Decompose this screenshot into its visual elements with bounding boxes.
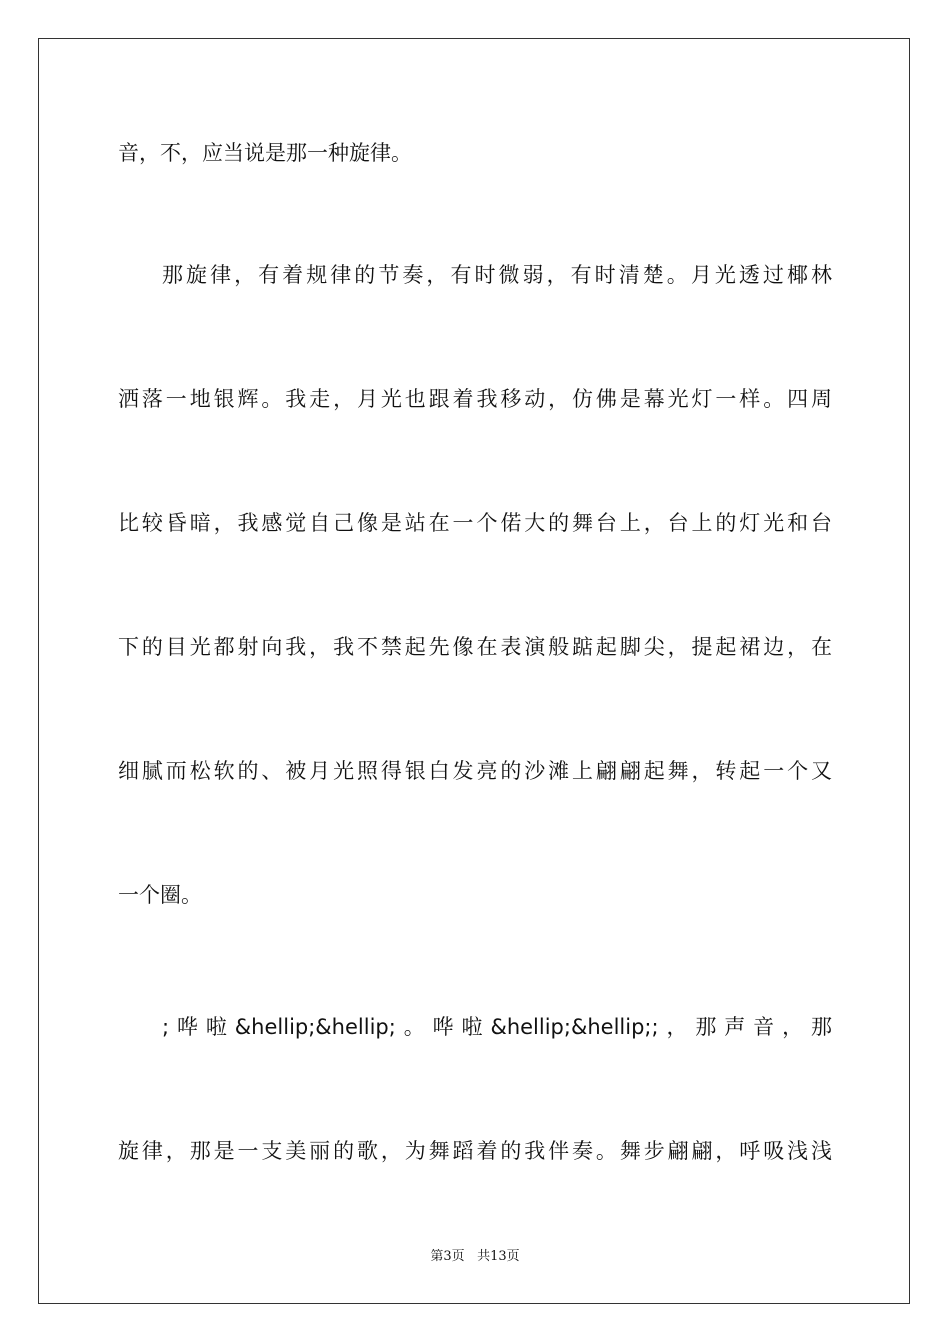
text-line-5: 下的目光都射向我，我不禁起先像在表演般踮起脚尖，提起裙边，在 [118, 635, 832, 659]
page-border [38, 38, 910, 1304]
text-line-3: 洒落一地银辉。我走，月光也跟着我移动，仿佛是幕光灯一样。四周 [118, 387, 832, 411]
page-number: 第3页 [430, 1249, 465, 1264]
text-line-7: 一个圈。 [118, 883, 202, 907]
text-line-1: 音，不，应当说是那一种旋律。 [118, 141, 412, 165]
text-line-2: 那旋律，有着规律的节奏，有时微弱，有时清楚。月光透过椰林 [162, 263, 832, 287]
page-total: 共13页 [477, 1249, 520, 1264]
page-footer [0, 1248, 950, 1266]
text-line-8: ;哗啦&hellip;&hellip;。哗啦&hellip;&hellip;;，那声音，那 [162, 1015, 832, 1039]
text-line-9: 旋律，那是一支美丽的歌，为舞蹈着的我伴奏。舞步翩翩，呼吸浅浅 [118, 1139, 832, 1163]
text-line-6: 细腻而松软的、被月光照得银白发亮的沙滩上翩翩起舞，转起一个又 [118, 759, 832, 783]
text-line-4: 比较昏暗，我感觉自己像是站在一个偌大的舞台上，台上的灯光和台 [118, 511, 832, 535]
